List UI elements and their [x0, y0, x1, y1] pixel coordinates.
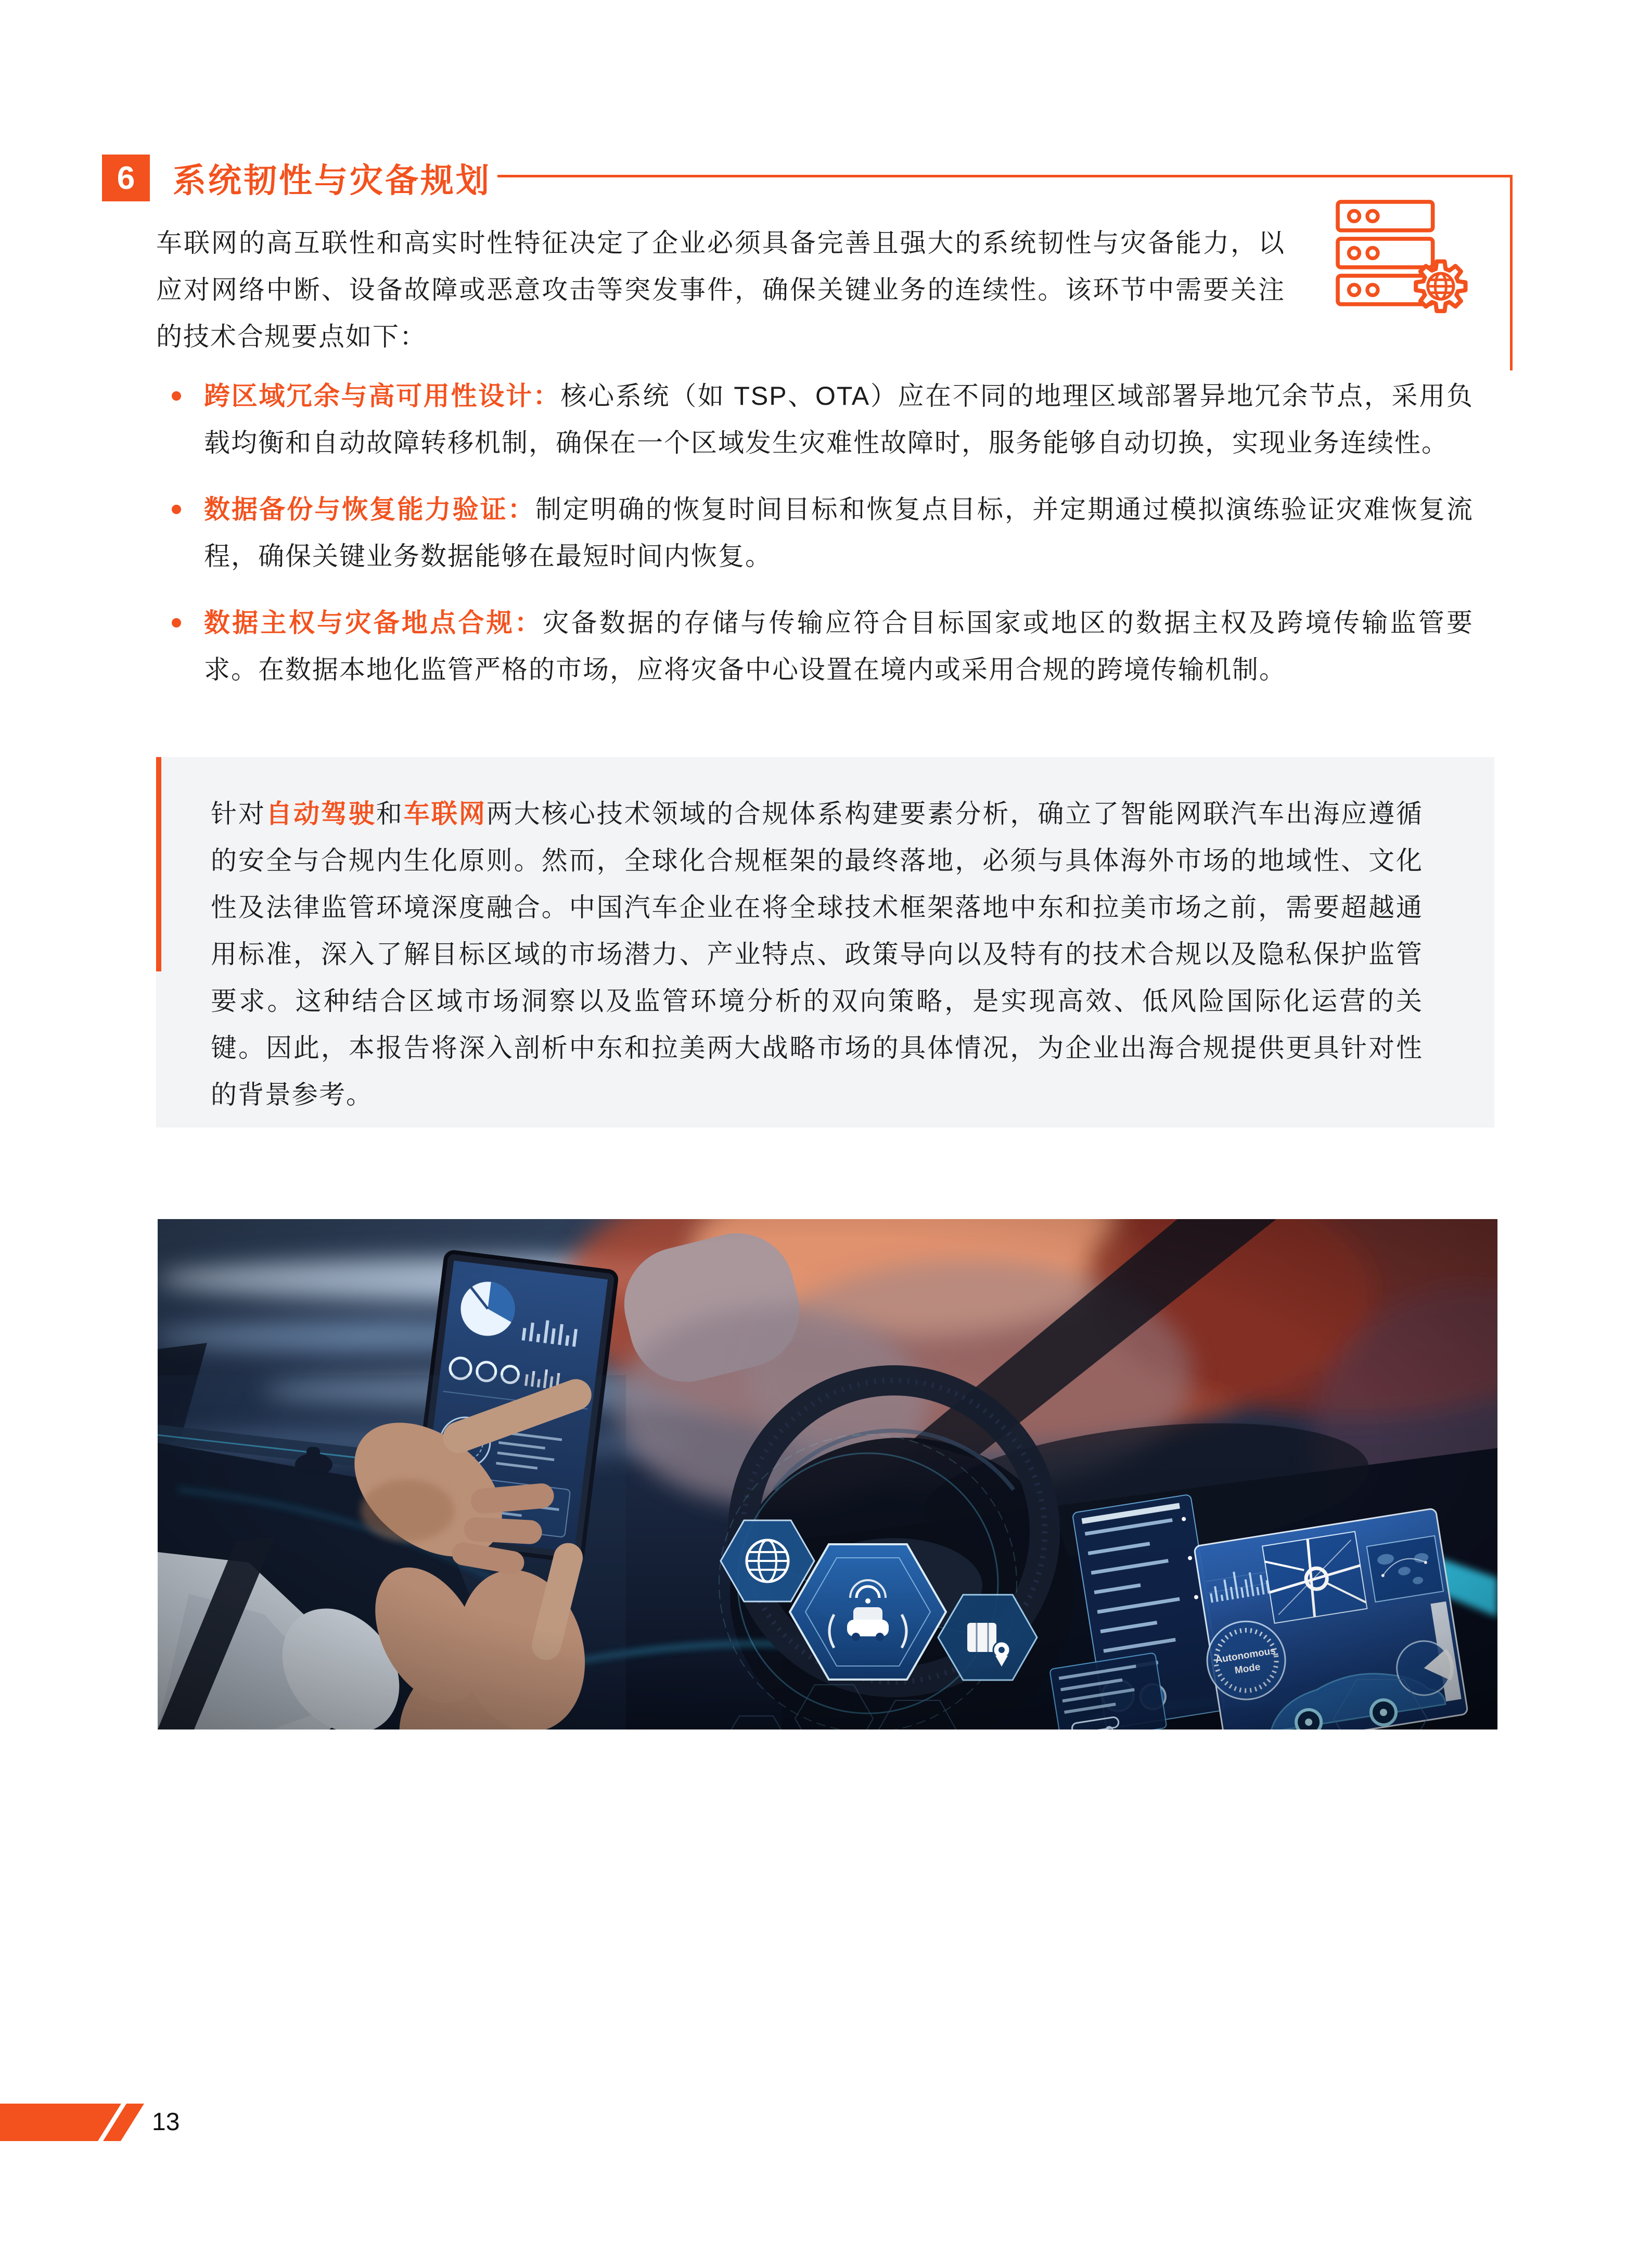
intro-paragraph: 车联网的高互联性和高实时性特征决定了企业必须具备完善且强大的系统韧性与灾备能力，以应对网络中断、设备故障或恶意攻击等突发事件，确保关键业务的连续性。该环节中需要关注的技术合规要点如下： — [156, 228, 1285, 351]
header-rule-horizontal — [497, 175, 1513, 177]
header-rule-vertical — [1510, 175, 1513, 370]
footer-parallelogram — [0, 2104, 125, 2141]
gear-globe-icon — [1416, 262, 1465, 311]
bullet-lead: 数据备份与恢复能力验证： — [204, 495, 535, 524]
bullet-text: 制定明确的恢复时间目标和恢复点目标，并定期通过模拟演练验证灾难恢复流程，确保关键业务数据能够在最短时间内恢复。 — [204, 495, 1474, 571]
footer-decoration — [0, 2104, 156, 2141]
bullet-item-backup — [156, 486, 1474, 580]
highlight-autonomous-driving: 自动驾驶 — [265, 799, 376, 828]
bullet-dot — [172, 505, 181, 514]
section-title: 系统韧性与灾备规划 — [173, 162, 491, 199]
cockpit-photo-art — [158, 1219, 1497, 1729]
summary-accent-bar — [156, 757, 161, 971]
bullet-item-sovereignty — [156, 599, 1474, 693]
summary-paragraph: 针对自动驾驶和车联网两大核心技术领域的合规体系构建要素分析，确立了智能网联汽车出海应遵循的安全与合规内生化原则。然而，全球化合规框架的最终落地，必须与具体海外市场的地域性、文化性及法律监管环境深度融合。中国汽车企业在将全球技术框架落地中东和拉美市场之前，需要超越通用标准，深入了解目标区域的市场潜力、产业特点、政策导向以及特有的技术合规以及隐私保护监管要求。这种结合区域市场洞察以及监管环境分析的双向策略，是实现高效、低风险国际化运营的关键。因此，本报告将深入剖析中东和拉美两大战略市场的具体情况，为企业出海合规提供更具针对性的背景参考。 — [211, 799, 1424, 1109]
summary-box — [156, 757, 1494, 1128]
vignette — [158, 1219, 1497, 1729]
bullet-dot — [172, 391, 181, 401]
highlight-iov: 车联网 — [403, 799, 486, 828]
section-number-badge: 6 — [102, 155, 150, 201]
page-number: 13 — [152, 2108, 180, 2136]
section-header — [102, 154, 491, 202]
bullet-text: 灾备数据的存储与传输应符合目标国家或地区的数据主权及跨境传输监管要求。在数据本地化监管严格的市场，应将灾备中心设置在境内或采用合规的跨境传输机制。 — [204, 608, 1474, 684]
bullet-item-redundancy — [156, 373, 1474, 466]
compliance-bullet-list — [156, 373, 1478, 713]
bullet-lead: 跨区域冗余与高可用性设计： — [204, 381, 561, 411]
server-gear-icon — [1335, 185, 1483, 337]
bullet-dot — [172, 618, 181, 627]
bullet-lead: 数据主权与灾备地点合规： — [204, 608, 543, 637]
cockpit-photo — [158, 1219, 1497, 1729]
bullet-text: 核心系统（如 TSP、OTA）应在不同的地理区域部署异地冗余节点，采用负载均衡和自动故障转移机制，确保在一个区域发生灾难性故障时，服务能够自动切换，实现业务连续性。 — [204, 381, 1474, 457]
